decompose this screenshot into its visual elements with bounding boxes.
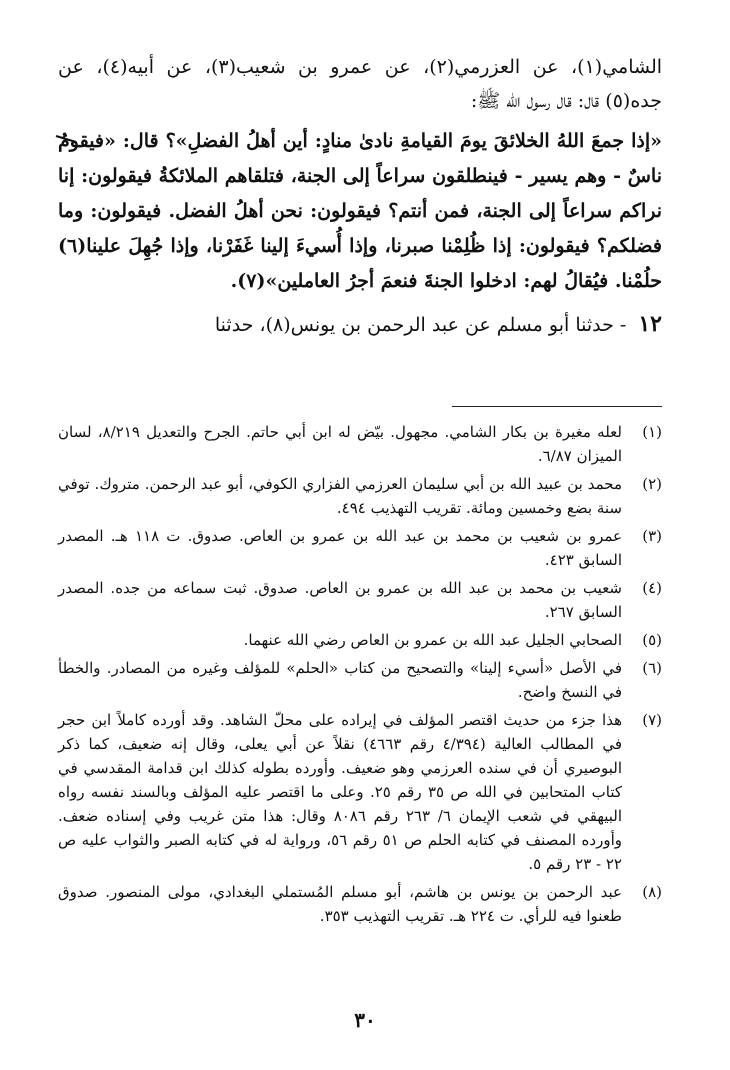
footnote-text: لعله مغيرة بن بكار الشامي. مجهول. بيّض له ابن أبي حاتم. الجرح والتعديل ٨/٢١٩، لسان الميزان ٦/٨٧. <box>58 423 622 465</box>
footnote-8 <box>58 880 662 928</box>
footnote-2 <box>58 472 662 520</box>
footnote-number: (٨) <box>642 883 662 901</box>
hadith-text: «إذا جمعَ اللهُ الخلائقَ يومَ القيامةِ نادىٰ منادٍ: أين أهلُ الفضلِ»؟ قال: «فيقومُ ناسٌ - وهم يسير - فينطلقون سراعاً إلى الجنة، فتلقاهم الملائكةُ فيقولون: إنا نراكم سراعاً إلى الجنة، فمن أنتم؟ فيقولون: نحن أهلُ الفضل. فيقولون: وما فضلكم؟ فيقولون: إذا ظُلِمْنا صبرنا، وإذا أُسيءَ إلينا غَفَرْنا، وإذا جُهِلَ علينا(٦) حلُمْنا. فيُقالُ لهم: ادخلوا الجنةَ فنعمَ أجرُ العاملين»(٧). <box>58 130 662 292</box>
footnote-number: (٦) <box>642 659 662 677</box>
footnote-number: (٥) <box>642 631 662 649</box>
hadith-paragraph <box>58 124 662 299</box>
footnote-number: (١) <box>642 423 662 441</box>
footnote-number: (٧) <box>642 711 662 729</box>
footnote-5 <box>58 628 662 652</box>
entry-paragraph <box>58 307 662 342</box>
footnote-text: محمد بن عبيد الله بن أبي سليمان العرزمي الفزاري الكوفي، أبو عبد الرحمن. متروك. توفي سنة بضع وخمسين ومائة. تقريب التهذيب ٤٩٤. <box>58 475 622 517</box>
footnote-text: في الأصل «أسيء إلينا» والتصحيح من كتاب «الحلم» للمؤلف وغيره من المصادر. والخطأ في النسخ واضح. <box>58 659 622 701</box>
footnote-number: (٤) <box>642 579 662 597</box>
footnote-text: هذا جزء من حديث اقتصر المؤلف في إيراده على محلّ الشاهد. وقد أورده كاملاً ابن حجر في المطالب العالية (٤/٣٩٤ رقم ٤٦٦٣) نقلاً عن أبي يعلى، وقال إنه ضعيف، كما ذكر البوصيري أن في سنده العرزمي وهو ضعيف. وأورده بطوله كذلك ابن قدامة المقدسي في كتاب المتحابين في الله ص ٣٥ رقم ٢٥. وعلى ما اقتصر عليه المؤلف وبالسند نفسه رواه البيهقي في شعب الإيمان ٦/ ٢٦٣ رقم ٨٠٨٦ وقال: هذا متن غريب وفي إسناده ضعف. وأورده المصنف في كتابه الحلم ص ٥١ رقم ٥٦، ورواية له في كتابه الصبر والثواب عليه ص ٢٢ - ٢٣ رقم ٥. <box>58 711 623 873</box>
page-number: ٣٠ <box>354 1008 376 1032</box>
footnote-6 <box>58 656 662 704</box>
footnote-text: عمرو بن شعيب بن محمد بن عبد الله بن عمرو بن العاص. صدوق. ت ١١٨ هـ. المصدر السابق ٤٢٣. <box>58 527 622 569</box>
footnote-4 <box>58 576 662 624</box>
footnote-text: الصحابي الجليل عبد الله بن عمرو بن العاص رضي الله عنهما. <box>243 631 622 649</box>
footnote-text: شعيب بن محمد بن عبد الله بن عمرو بن العاص. صدوق. ثبت سماعه من جده. المصدر السابق ٢٦٧. <box>58 579 622 621</box>
footnote-number: (٢) <box>642 475 662 493</box>
footnote-separator <box>452 406 662 407</box>
footnote-7 <box>58 708 662 876</box>
hadith-start-mark <box>54 134 78 144</box>
footnotes <box>58 420 662 932</box>
footnote-text: عبد الرحمن بن يونس بن هاشم، أبو مسلم المُستملي البغدادي، مولى المنصور. صدوق طعنوا فيه للرأي. ت ٢٢٤ هـ. تقريب التهذيب ٣٥٣. <box>58 883 622 925</box>
main-text <box>58 50 662 342</box>
opening-paragraph: الشامي(١)، عن العزرمي(٢)، عن عمرو بن شعيب(٣)، عن أبيه(٤)، عن جده(٥) قال: قال رسول الله ﷺ: <box>58 56 663 112</box>
footnote-number: (٣) <box>642 527 662 545</box>
footnote-3 <box>58 524 662 572</box>
footnote-1 <box>58 420 662 468</box>
entry-text: - حدثنا أبو مسلم عن عبد الرحمن بن يونس(٨)، حدثنا <box>214 314 627 336</box>
entry-number: ١٢ <box>638 311 662 337</box>
